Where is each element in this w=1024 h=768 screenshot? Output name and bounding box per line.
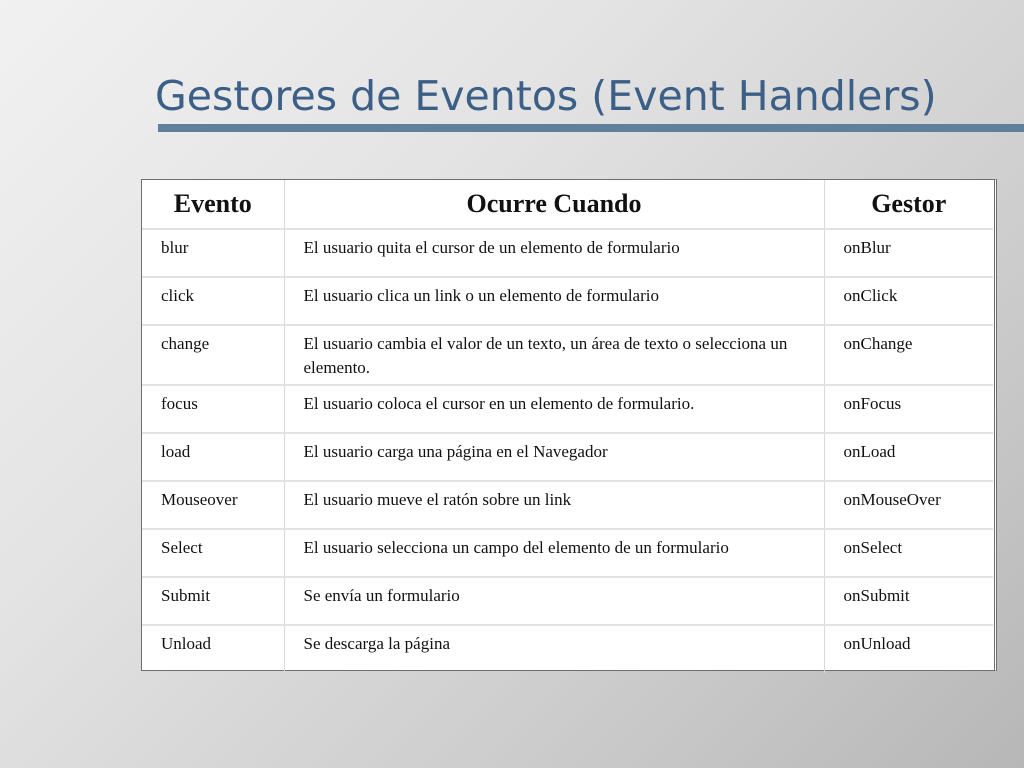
- table-row: [142, 277, 993, 325]
- table-row: [142, 433, 993, 481]
- event-cell: click: [142, 277, 284, 325]
- table-row: [142, 577, 993, 625]
- handler-cell: onChange: [824, 325, 993, 385]
- event-cell: change: [142, 325, 284, 385]
- event-cell: Mouseover: [142, 481, 284, 529]
- description-cell: El usuario clica un link o un elemento de formulario: [284, 277, 824, 325]
- handler-cell: onFocus: [824, 385, 993, 433]
- description-cell: El usuario selecciona un campo del elemento de un formulario: [284, 529, 824, 577]
- handler-cell: onLoad: [824, 433, 993, 481]
- handler-cell: onClick: [824, 277, 993, 325]
- handler-cell: onUnload: [824, 625, 993, 673]
- event-cell: focus: [142, 385, 284, 433]
- handler-cell: onBlur: [824, 229, 993, 277]
- table-row: [142, 385, 993, 433]
- event-handlers-table: [141, 179, 997, 671]
- event-cell: load: [142, 433, 284, 481]
- table-row: [142, 625, 993, 673]
- handler-cell: onMouseOver: [824, 481, 993, 529]
- slide-title: Gestores de Eventos (Event Handlers): [155, 72, 937, 120]
- header-gestor: Gestor: [824, 180, 993, 229]
- table-row: [142, 325, 993, 385]
- event-cell: Submit: [142, 577, 284, 625]
- header-evento: Evento: [142, 180, 284, 229]
- description-cell: El usuario mueve el ratón sobre un link: [284, 481, 824, 529]
- description-cell: El usuario coloca el cursor en un elemento de formulario.: [284, 385, 824, 433]
- table-header-row: [142, 180, 993, 229]
- handler-cell: onSubmit: [824, 577, 993, 625]
- description-cell: Se descarga la página: [284, 625, 824, 673]
- table-row: [142, 229, 993, 277]
- description-cell: El usuario carga una página en el Navegador: [284, 433, 824, 481]
- event-cell: blur: [161, 238, 189, 257]
- title-underline: [158, 124, 1024, 132]
- table-row: [142, 481, 993, 529]
- handler-cell: onSelect: [824, 529, 993, 577]
- event-cell: Unload: [142, 625, 284, 673]
- header-ocurre-cuando: Ocurre Cuando: [284, 180, 824, 229]
- table-row: [142, 529, 993, 577]
- event-cell: Select: [142, 529, 284, 577]
- description-cell: El usuario quita el cursor de un elemento de formulario: [284, 229, 824, 277]
- description-cell: El usuario cambia el valor de un texto, un área de texto o selecciona un elemento.: [284, 325, 824, 385]
- description-cell: Se envía un formulario: [284, 577, 824, 625]
